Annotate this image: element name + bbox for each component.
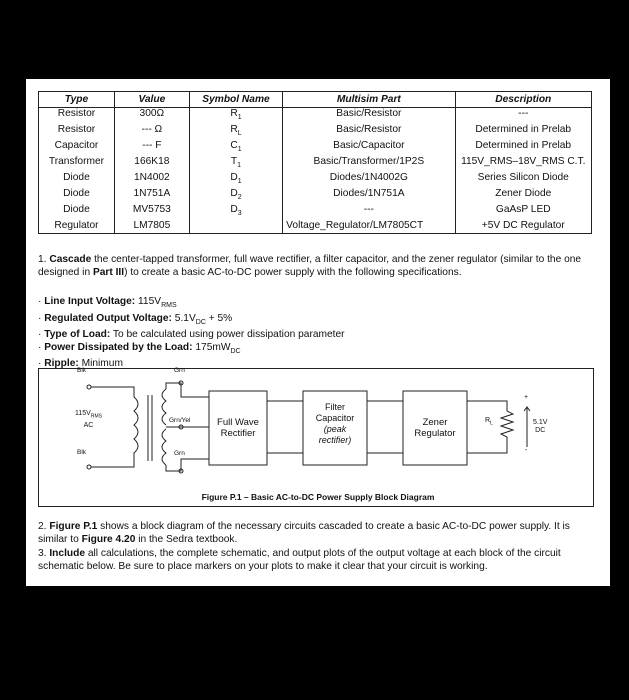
cell-symbol: [189, 140, 282, 156]
cell-part-text: ---: [363, 204, 374, 216]
table-row: [39, 204, 592, 220]
spec-sub: DC: [195, 318, 206, 326]
cell-symbol: [189, 172, 282, 188]
cell-type-text: Diode: [63, 204, 90, 216]
spec-sub: RMS: [161, 302, 177, 310]
figure-caption: Figure P.1 – Basic AC-to-DC Power Supply Block Diagram: [201, 492, 435, 502]
cell-description: [455, 108, 591, 125]
cell-value-text: --- Ω: [141, 124, 163, 136]
filter-line-4: rectifier): [318, 435, 352, 445]
cell-type: [39, 204, 115, 220]
spec-sub: DC: [230, 347, 241, 355]
cell-symbol: [189, 220, 282, 234]
cell-description: [455, 124, 591, 140]
input-sub: RMS: [90, 413, 102, 420]
cell-part: [283, 188, 455, 204]
load-label: [485, 417, 493, 426]
p2-text-b: in the Sedra textbook.: [135, 533, 238, 545]
cell-description: [455, 156, 591, 172]
wire-zener-load: [467, 401, 507, 453]
p3-bold-include: Include: [49, 548, 86, 559]
zener-line-2: Regulator: [414, 428, 456, 439]
block-diagram: [38, 368, 594, 507]
cell-type: [39, 140, 115, 156]
cell-symbol-text: D: [230, 188, 238, 200]
cell-type-text: Capacitor: [54, 140, 99, 152]
input-voltage: 115V: [75, 410, 91, 417]
cell-part: [283, 140, 455, 156]
paragraph-2: [38, 521, 598, 546]
document-page: [26, 79, 610, 586]
spec-item: · Power Dissipated by the Load: $175mW_{DC}$: [38, 341, 241, 355]
load-sub: L: [490, 420, 493, 427]
spec-tolerance: + 5%: [205, 312, 233, 324]
rectifier-line-1: Full Wave: [217, 417, 259, 428]
cell-description-text: Determined in Prelab: [475, 124, 572, 136]
cell-symbol-sub: L: [237, 130, 242, 138]
header-type: Type: [39, 92, 115, 108]
wire-input-top: [91, 387, 134, 397]
cell-value: [114, 140, 189, 156]
cell-part-text: Diodes/1N4002G: [329, 172, 408, 184]
cell-value-text: 1N751A: [133, 188, 171, 200]
header-description: Description: [455, 92, 591, 108]
wire-sec-top: [166, 383, 209, 397]
filter-line-3: (peak: [323, 424, 347, 434]
cell-value: [114, 220, 189, 234]
spec-label: Type of Load:: [44, 329, 111, 341]
p1-number: 1.: [38, 254, 47, 265]
terminal-top: [87, 385, 91, 389]
cell-description-text: +5V DC Regulator: [481, 220, 565, 232]
cell-value: [114, 156, 189, 172]
cell-description: [455, 220, 591, 234]
header-part: Multisim Part: [283, 92, 455, 108]
cell-value-text: 1N4002: [134, 172, 170, 184]
wire-input-bottom: [91, 457, 134, 467]
cell-part: [283, 172, 455, 188]
p3-number: 3.: [38, 548, 47, 559]
spec-list: [38, 296, 598, 371]
secondary-coil-bottom: [162, 429, 166, 465]
cell-type: [39, 108, 115, 125]
cell-description-text: GaAsP LED: [495, 204, 551, 216]
cell-part: [283, 108, 455, 125]
spec-label: Regulated Output Voltage:: [44, 312, 172, 324]
output-voltage: 5.1V: [533, 419, 548, 426]
table-row: [39, 188, 592, 204]
output-label: [533, 419, 547, 435]
spec-label: Power Dissipated by the Load:: [44, 341, 193, 353]
output-dc: DC: [535, 427, 546, 434]
cell-value: [114, 108, 189, 125]
cell-type-text: Regulator: [54, 220, 99, 232]
cell-value: [114, 204, 189, 220]
cell-part: [283, 124, 455, 140]
cell-description: [455, 140, 591, 156]
label-input: [75, 409, 102, 430]
spec-value: To be calculated using power dissipation parameter: [112, 329, 345, 341]
input-ac: AC: [83, 422, 94, 430]
cell-part: [283, 156, 455, 172]
p2-text-a: shows a block diagram of the necessary circuits cascaded to create a basic AC-to-DC power supply. It is similar to: [38, 521, 570, 545]
p1-bold-cascade: Cascade: [49, 254, 92, 265]
cell-symbol-sub: 1: [237, 114, 242, 122]
cell-value-text: --- F: [142, 140, 162, 152]
wire-sec-bottom: [166, 459, 209, 471]
spec-item: · Type of Load: To be calculated using power dissipation parameter: [38, 329, 345, 341]
cell-value-text: 300Ω: [139, 108, 165, 119]
cell-part-text: Diodes/1N751A: [333, 188, 405, 200]
secondary-coil-top: [162, 389, 166, 425]
cell-part: [283, 204, 455, 220]
rectifier-label: [209, 417, 267, 439]
spec-value: 115V: [138, 296, 162, 307]
load-r: R: [485, 417, 491, 424]
cell-symbol-sub: 2: [237, 194, 242, 202]
cell-symbol: [189, 188, 282, 204]
cell-description-text: Determined in Prelab: [475, 140, 572, 152]
cell-symbol-text: D: [230, 204, 238, 216]
table-row: [39, 124, 592, 140]
filter-line-2: Capacitor: [315, 413, 355, 423]
spec-value: 175mW: [195, 341, 231, 353]
label-grn-top: Grn: [174, 367, 185, 374]
cell-value-text: LM7805: [133, 220, 171, 232]
cell-symbol: [189, 156, 282, 172]
paragraph-1: [38, 254, 598, 279]
p2-bold-figure-ref: Figure 4.20: [81, 533, 136, 545]
p1-text-a: the center-tapped transformer, full wave rectifier, a filter capacitor, and the zener regulator (similar to the one designed in: [38, 254, 582, 278]
cell-description-text: ---: [518, 108, 529, 119]
header-symbol: Symbol Name: [189, 92, 282, 108]
cell-description-text: 115V_RMS–18V_RMS C.T.: [461, 156, 586, 168]
cell-symbol: [189, 124, 282, 140]
spec-item: · Regulated Output Voltage: $5.1V_{DC} + 5\%$: [38, 312, 233, 326]
label-blk-top: Blk: [77, 367, 87, 374]
table-row: [39, 140, 592, 156]
spec-item: · Ripple: Minimum: [38, 358, 123, 370]
p2-number: 2.: [38, 521, 47, 532]
primary-coil: [134, 397, 138, 457]
table-header-row: [39, 92, 592, 108]
terminal-bottom: [87, 465, 91, 469]
cell-description-text: Zener Diode: [495, 188, 552, 200]
cell-description: [455, 204, 591, 220]
cell-symbol: [189, 204, 282, 220]
p2-bold-figure: Figure P.1: [49, 521, 98, 532]
spec-value: 5.1V: [174, 312, 196, 324]
label-grn-mid: Grn/Yel: [169, 417, 191, 424]
label-grn-bottom: Grn: [174, 450, 185, 457]
cell-value: [114, 172, 189, 188]
header-value: Value: [114, 92, 189, 108]
cell-symbol: [189, 108, 282, 125]
cell-type-text: Diode: [63, 172, 90, 184]
table-row: [39, 156, 592, 172]
cell-symbol-sub: 1: [237, 162, 242, 170]
label-blk-bottom: Blk: [77, 449, 87, 456]
cell-value: [114, 124, 189, 140]
filter-line-1: Filter: [325, 402, 345, 412]
spec-label: Line Input Voltage:: [44, 296, 136, 307]
cell-part-text: Voltage_Regulator/LM7805CT: [286, 220, 424, 232]
spec-label: Ripple:: [44, 358, 79, 370]
minus-sign: -: [525, 447, 528, 454]
cell-type: [39, 156, 115, 172]
cell-description-text: Series Silicon Diode: [477, 172, 569, 184]
cell-part: [283, 220, 455, 234]
wire-rect-filter: [267, 401, 303, 453]
table-row: [39, 172, 592, 188]
p3-text: all calculations, the complete schematic, and output plots of the output voltage at each block of the circuit schematic below. Be sure to place markers on your plots to make it clear that your circuit is working.: [38, 548, 561, 572]
cell-type-text: Resistor: [57, 108, 96, 119]
rectifier-line-2: Rectifier: [220, 428, 256, 439]
cell-type: [39, 188, 115, 204]
table-row: [39, 108, 592, 125]
cell-type: [39, 124, 115, 140]
cell-symbol-sub: 1: [237, 146, 242, 154]
cell-part-text: Basic/Transformer/1P2S: [313, 156, 425, 168]
cell-type-text: Diode: [63, 188, 90, 200]
wire-filter-zener: [367, 401, 403, 453]
plus-sign: +: [524, 394, 529, 401]
cell-part-text: Basic/Resistor: [336, 108, 402, 119]
cell-description: [455, 172, 591, 188]
cell-part-text: Basic/Resistor: [336, 124, 402, 136]
spec-item: · Line Input Voltage: $115V_{RMS}$: [38, 296, 177, 310]
p1-bold-part: Part III: [92, 266, 125, 278]
cell-type: [39, 172, 115, 188]
cell-type-text: Transformer: [48, 156, 105, 168]
cell-symbol-sub: 3: [237, 210, 242, 218]
cell-description: [455, 188, 591, 204]
cell-type-text: Resistor: [57, 124, 96, 136]
cell-symbol-text: D: [230, 172, 238, 184]
spec-value: Minimum: [81, 358, 123, 370]
p1-text-b: ) to create a basic AC-to-DC power supply with the following specifications.: [124, 266, 462, 278]
cell-symbol-text: T: [230, 156, 238, 168]
cell-symbol-text: R: [230, 124, 238, 136]
cell-value-text: MV5753: [132, 204, 171, 216]
cell-symbol-text: C: [230, 140, 238, 152]
parts-table: [38, 91, 592, 234]
cell-symbol-text: R: [230, 108, 238, 119]
cell-symbol-sub: 1: [237, 178, 242, 186]
cell-value: [114, 188, 189, 204]
cell-type: [39, 220, 115, 234]
load-resistor-icon: [501, 411, 513, 443]
cell-value-text: 166K18: [134, 156, 170, 168]
cell-part-text: Basic/Capacitor: [333, 140, 405, 152]
zener-line-1: Zener: [422, 417, 448, 428]
filter-label: [303, 402, 367, 446]
zener-label: [403, 417, 467, 439]
table-row: [39, 220, 592, 234]
paragraph-3: [38, 548, 598, 573]
